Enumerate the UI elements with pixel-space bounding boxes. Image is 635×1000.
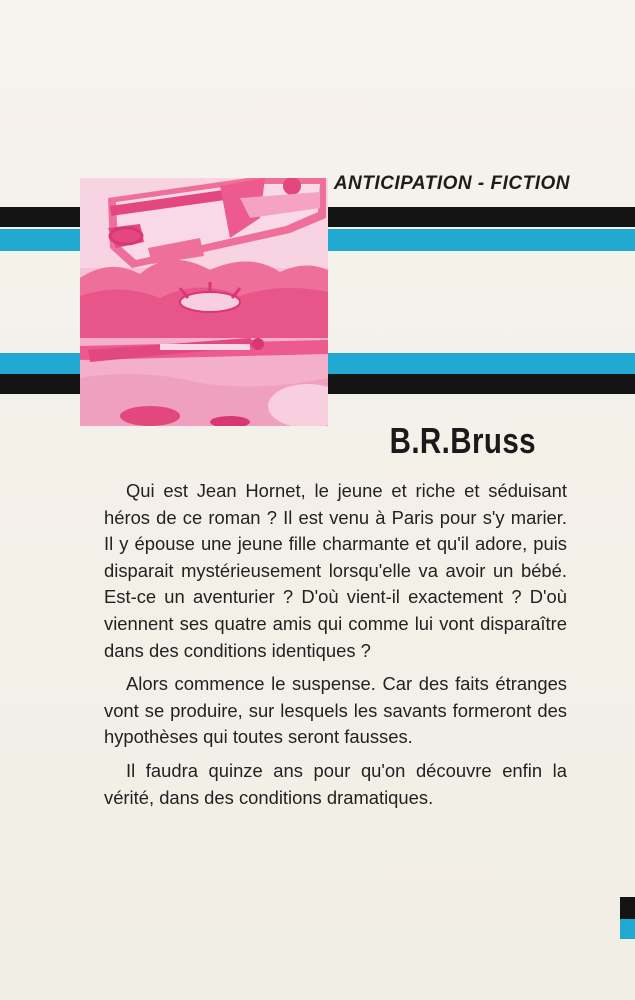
series-label: ANTICIPATION - FICTION (333, 173, 570, 194)
spine-mark-black (620, 897, 635, 919)
blurb-paragraph-2: Alors commence le suspense. Car des faits étranges vont se produire, sur lesquels les savants formeront des hypothèses qui toutes seront fausses. (104, 673, 567, 748)
spine-mark-blue (620, 919, 635, 939)
blurb-paragraph-3: Il faudra quinze ans pour qu'on découvre enfin la vérité, dans des conditions dramatiques. (104, 759, 567, 808)
blurb-paragraph-1: Qui est Jean Hornet, le jeune et riche et séduisant héros de ce roman ? Il est venu à Paris pour s'y marier. Il y épouse une jeune fille charmante et qu'il adore, puis disparait mystérieusement lorsqu'elle va avoir un bébé. Est-ce un aventurier ? D'où vient-il exactement ? D'où viennent ses quatre amis qui comme lui vont disparaître dans des conditions identiques ? (104, 480, 567, 661)
blurb-text (104, 478, 567, 818)
spaceship-icon (80, 178, 328, 426)
author-name: B.R.Bruss (389, 420, 536, 461)
spaceship-illustration (80, 178, 328, 426)
